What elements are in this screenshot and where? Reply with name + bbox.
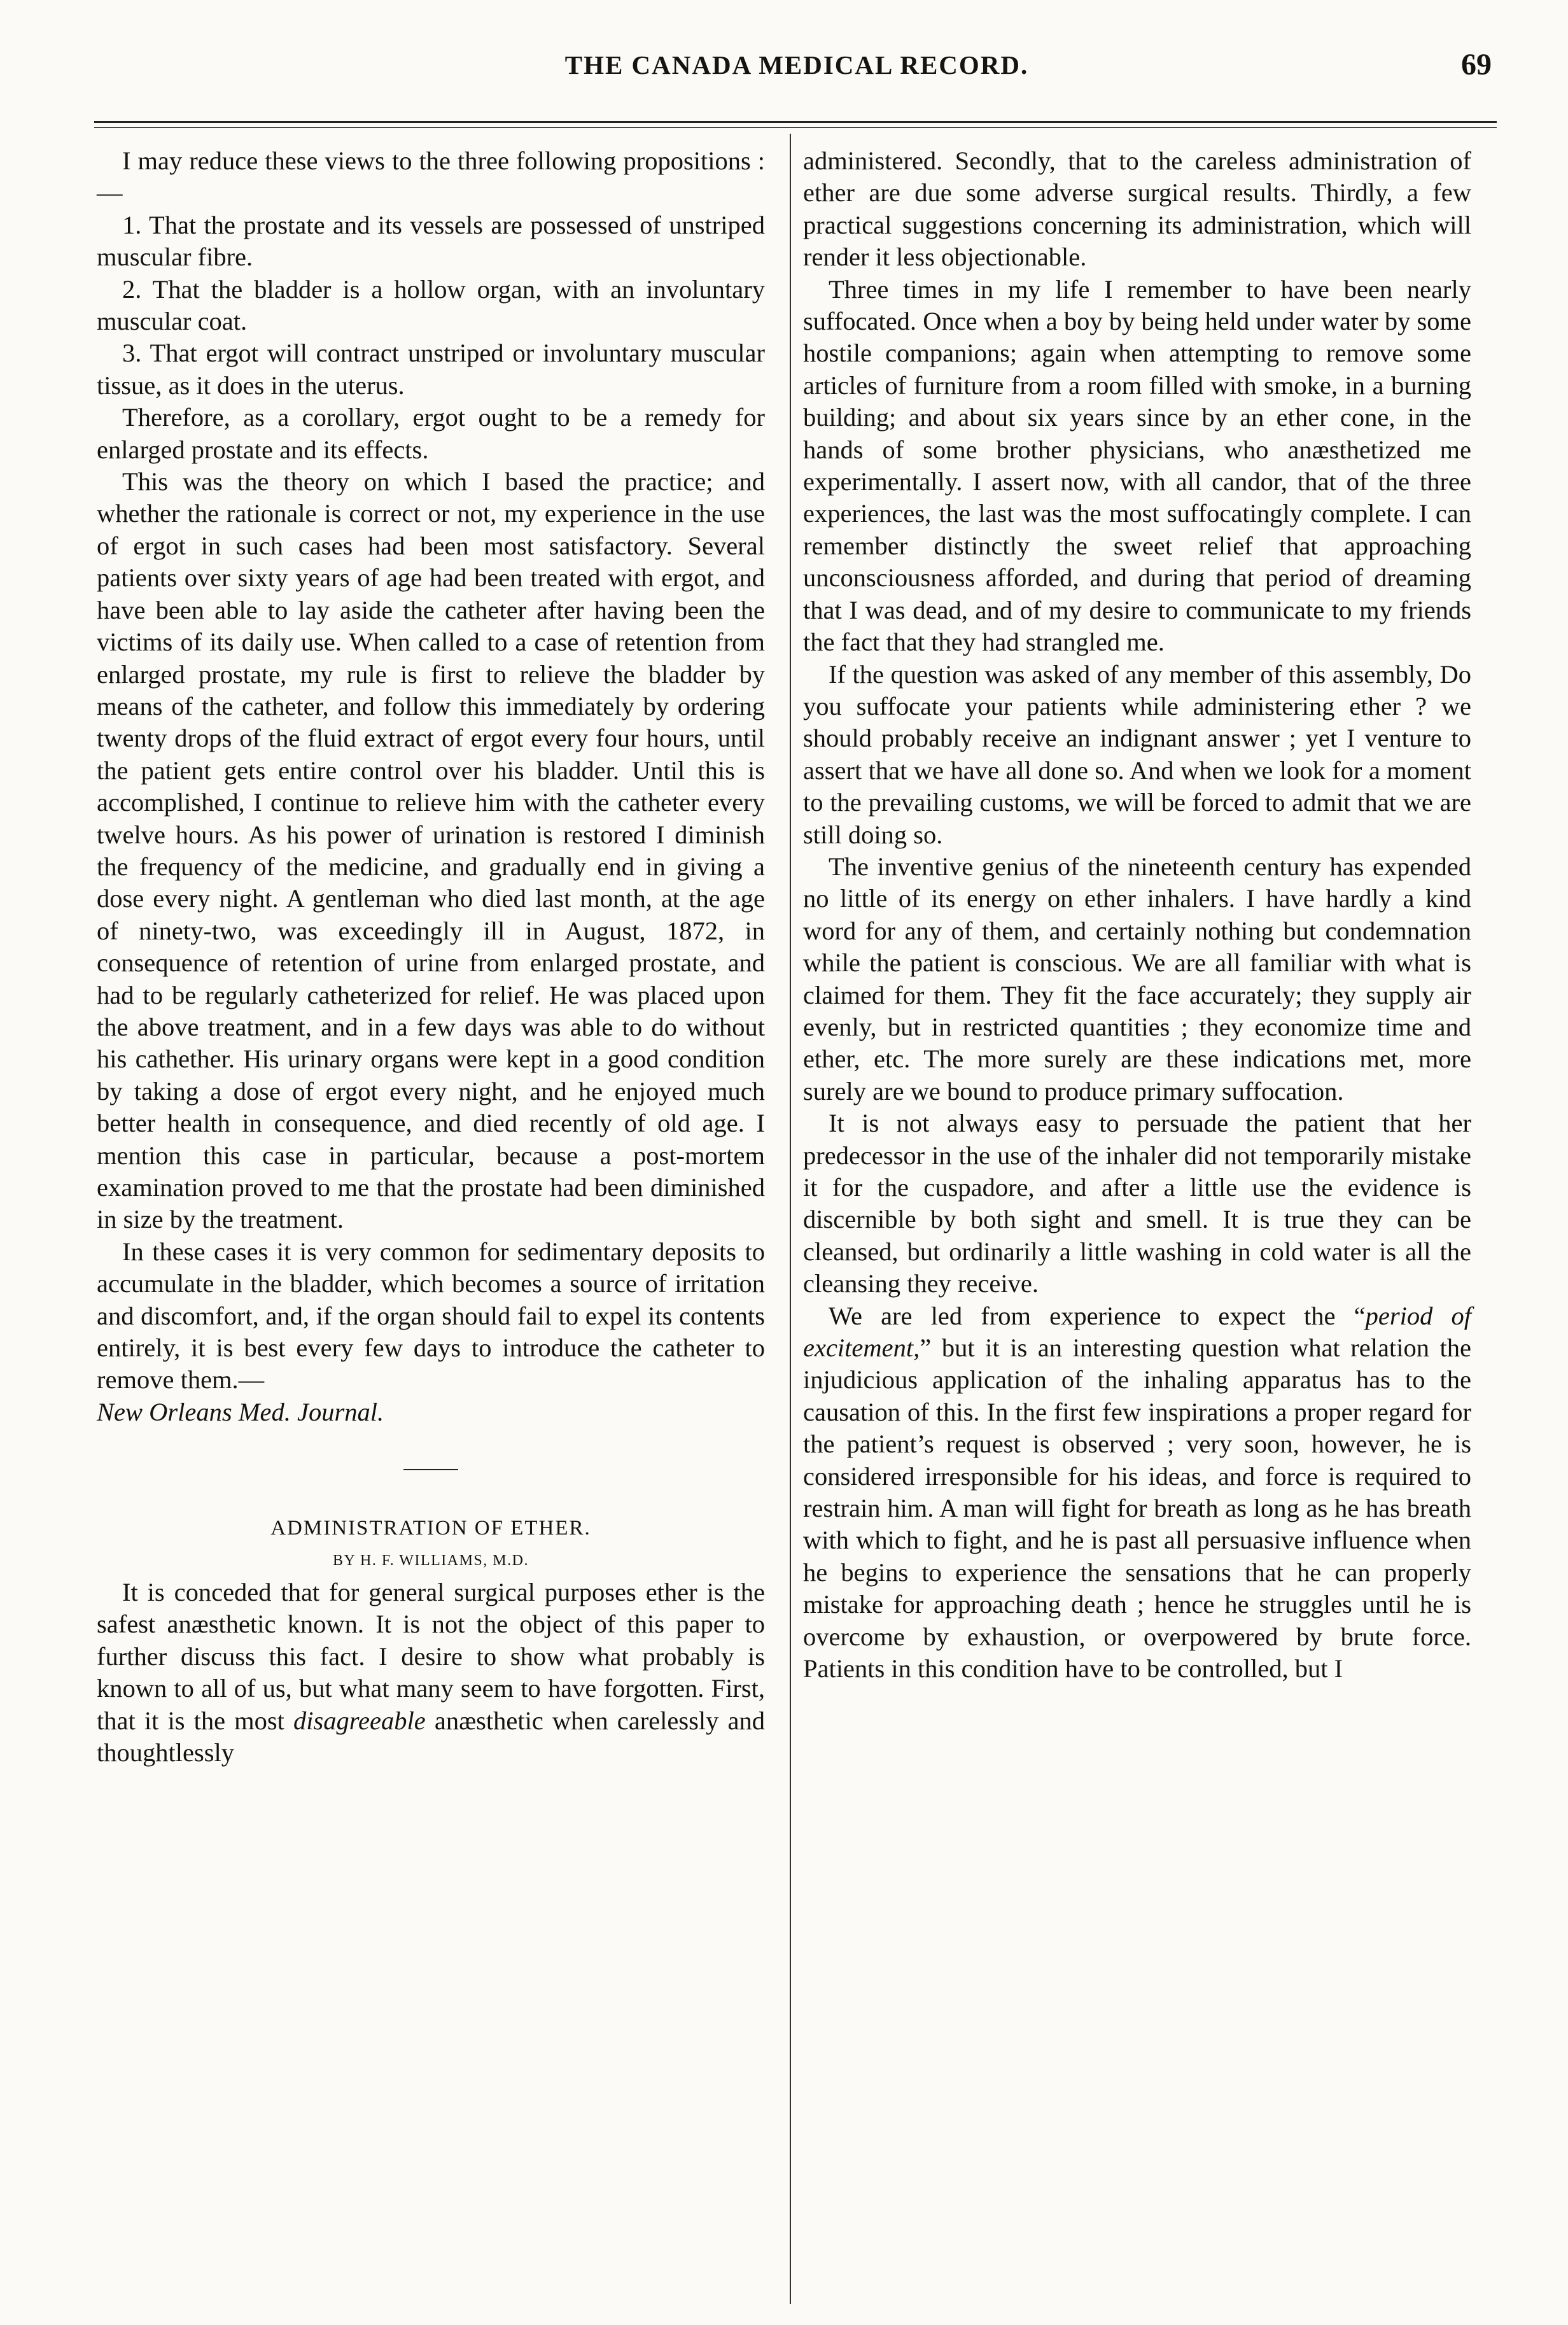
proposition-1: 1. That the prostate and its vessels are possessed of unstriped muscular fibre. <box>97 210 765 272</box>
continuation-paragraph: administered. Secondly, that to the careless administration of ether are due some adverse surgical results. Thirdly, a few practical suggestions concerning its administration, which will render it less objectionable. <box>803 146 1471 272</box>
article-byline: BY H. F. WILLIAMS, M.D. <box>333 1552 529 1569</box>
excitement-text-end: ” but it is an interesting question what relation the injudicious application of the inhaling apparatus has to the causation of this. In the first few inspirations a proper regard for the patient’s request is observed ; very soon, however, he is considered irresponsible for his ideas, and force is required to restrain him. A man will fight for breath as long as he has breath with which to fight, and he is past all persuasive influence when he begins to experience the sensations that he can properly mistake for approaching death ; hence he struggles until he is overcome by exhaustion, or overpowered by brute force. Patients in this condition have to be controlled, but I <box>803 1333 1471 1683</box>
proposition-2: 2. That the bladder is a hollow organ, with an involuntary muscular coat. <box>97 274 765 336</box>
ether-intro-text: It is conceded that for general surgical purposes ether is the safest anæsthetic known. It is not the object of this paper to further discuss this fact. I desire to show what probably is known to all of us, but what many seem to have forgotten. First, that it is the most <box>97 1578 765 1735</box>
ether-intro-paragraph <box>97 1577 765 1769</box>
column-divider <box>790 134 791 2304</box>
header-rule-thin <box>94 127 1497 128</box>
emphasis-disagreeable: disagreeable <box>293 1706 426 1735</box>
excitement-paragraph <box>803 1300 1471 1685</box>
propositions-intro: I may reduce these views to the three following propositions :— <box>97 146 765 207</box>
sediment-text: In these cases it is very common for sedimentary deposits to accumulate in the bladder, which becomes a source of irritation and discomfort, and, if the organ should fail to expel its contents entirely, it is best every few days to introduce the catheter to remove them.— <box>97 1237 765 1394</box>
sediment-paragraph <box>97 1236 765 1428</box>
running-head <box>89 50 1504 88</box>
ether-intro-text-end: anæsthetic when carelessly and thoughtlessly <box>97 1706 765 1767</box>
proposition-3: 3. That ergot will contract unstriped or involuntary muscular tissue, as it does in the uterus. <box>97 339 765 400</box>
header-rule-thick <box>94 121 1497 123</box>
article-title: ADMINISTRATION OF ETHER. <box>270 1517 591 1540</box>
right-column <box>803 145 1471 1685</box>
source-citation: New Orleans Med. Journal. <box>97 1397 384 1426</box>
excitement-text-start: We are led from experience to expect the “ <box>829 1301 1366 1330</box>
suffocation-paragraph: Three times in my life I remember to have been nearly suffocated. Once when a boy by being held under water by some hostile companions; again when attempting to remove some articles of furniture from a room filled with smoke, in a burning building; and about six years since by an ether cone, in the hands of some brother physicians, who anæsthetized me experimentally. I assert now, with all candor, that of the three experiences, the last was the most suffocatingly complete. I can remember distinctly the sweet relief that approaching unconsciousness afforded, and during that period of dreaming that I was dead, and of my desire to communicate to my friends the fact that they had strangled me. <box>803 274 1471 657</box>
left-column <box>97 145 765 1769</box>
emphasis-period-of-excitement: period of excitement, <box>803 1301 1471 1363</box>
inhalers-paragraph: The inventive genius of the nineteenth century has expended no little of its energy on ether inhalers. I have hardly a kind word for any of them, and certainly nothing but condemnation while the patient is conscious. We are all familiar with what is claimed for them. They fit the face accurately; they supply air evenly, but in restricted quantities ; they economize time and ether, etc. The more surely are these indications met, more surely are we bound to produce primary suffocation. <box>803 852 1471 1106</box>
page-number: 69 <box>1461 48 1492 81</box>
running-title: THE CANADA MEDICAL RECORD. <box>564 50 1029 80</box>
section-separator <box>403 1469 458 1470</box>
question-paragraph: If the question was asked of any member of this assembly, Do you suffocate your patients while administering ether ? we should probably receive an indignant answer ; yet I venture to assert that we have all done so. And when we look for a moment to the prevailing customs, we will be forced to admit that we are still doing so. <box>803 659 1471 849</box>
persuade-paragraph: It is not always easy to persuade the patient that her predecessor in the use of the inhaler did not temporarily mistake it for the cuspadore, and after a little use the evidence is discernible by both sight and smell. It is true they can be cleansed, but ordinarily a little washing in cold water is all the cleansing they receive. <box>803 1109 1471 1298</box>
corollary-paragraph: Therefore, as a corollary, ergot ought to be a remedy for enlarged prostate and its effects. <box>97 403 765 464</box>
theory-paragraph: This was the theory on which I based the practice; and whether the rationale is correct or not, my experience in the use of ergot in such cases had been most satisfactory. Several patients over sixty years of age had been treated with ergot, and have been able to lay aside the catheter after having been the victims of its daily use. When called to a case of retention from enlarged prostate, my rule is first to relieve the bladder by means of the catheter, and follow this immediately by ordering twenty drops of the fluid extract of ergot every four hours, until the patient gets entire control over his bladder. Until this is accomplished, I continue to relieve him with the catheter every twelve hours. As his power of urination is restored I diminish the frequency of the medicine, and gradually end in giving a dose every night. A gentleman who died last month, at the age of ninety-two, was exceedingly ill in August, 1872, in consequence of retention of urine from enlarged prostate, and had to be regularly catheterized for relief. He was placed upon the above treatment, and in a few days was able to do without his cathether. His urinary organs were kept in a good condition by taking a dose of ergot every night, and he enjoyed much better health in consequence, and died recently of old age. I mention this case in particular, because a post-mortem examination proved to me that the prostate had been diminished in size by the treatment. <box>97 467 765 1234</box>
